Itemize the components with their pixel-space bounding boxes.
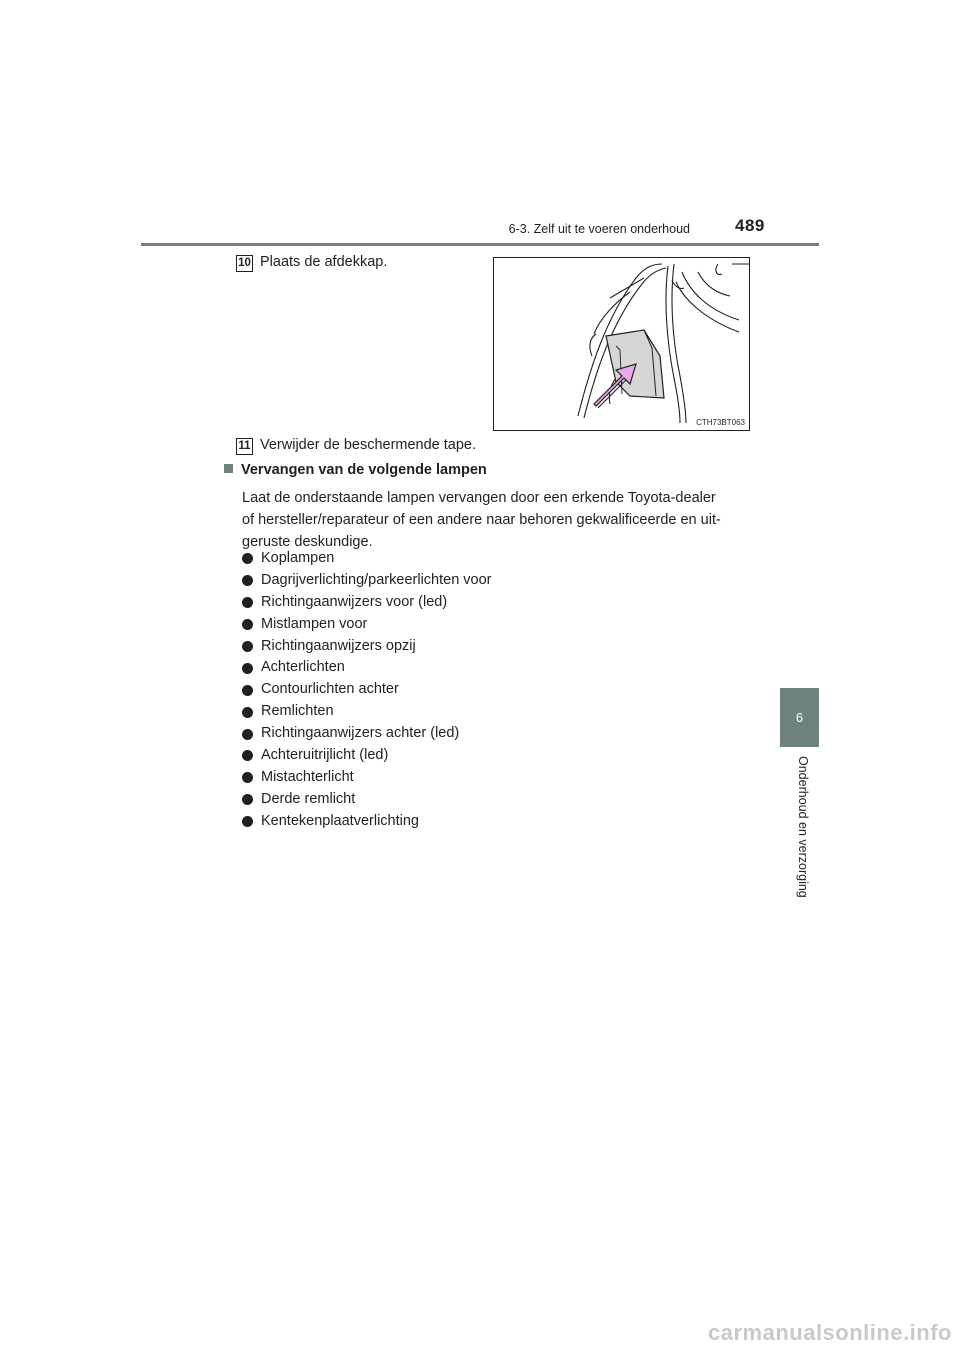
list-item	[242, 636, 492, 658]
lamp-list	[242, 548, 492, 833]
list-item	[242, 811, 492, 833]
bullet-icon	[242, 816, 253, 827]
bullet-icon	[242, 685, 253, 696]
list-item-text: Kentekenplaatverlichting	[261, 812, 419, 829]
chapter-tab-label: Onderhoud en verzorging	[796, 756, 810, 898]
list-item	[242, 614, 492, 636]
list-item-text: Richtingaanwijzers achter (led)	[261, 725, 460, 742]
step-text-10: Plaats de afdekkap.	[260, 254, 388, 270]
bullet-icon	[242, 597, 253, 608]
list-item	[242, 723, 492, 745]
bullet-icon	[242, 641, 253, 652]
bullet-icon	[242, 707, 253, 718]
list-item-text: Mistachterlicht	[261, 768, 354, 785]
bullet-icon	[242, 794, 253, 805]
list-item-text: Remlichten	[261, 703, 334, 720]
step-badge-10: 10	[236, 255, 253, 272]
list-item-text: Richtingaanwijzers voor (led)	[261, 593, 448, 610]
list-item-text: Achterlichten	[261, 659, 345, 676]
list-item-text: Contourlichten achter	[261, 681, 399, 698]
header-divider	[141, 243, 819, 246]
section-heading	[224, 462, 487, 478]
cover-cap-figure	[493, 257, 750, 431]
bullet-icon	[242, 663, 253, 674]
section-heading-text: Vervangen van de volgende lampen	[241, 462, 487, 478]
paragraph-line: geruste deskundige.	[242, 534, 373, 550]
list-item-text: Koplampen	[261, 550, 335, 566]
paragraph-line: of hersteller/reparateur of een andere naar behoren gekwalificeerde en uit-	[242, 512, 721, 528]
cover-cap-illustration	[494, 258, 751, 432]
figure-code: CTH73BT063	[696, 418, 745, 427]
list-item-text: Richtingaanwijzers opzij	[261, 637, 416, 654]
section-square-icon	[224, 464, 233, 473]
watermark: carmanualsonline.info	[708, 1320, 952, 1345]
list-item	[242, 767, 492, 789]
list-item	[242, 657, 492, 679]
list-item	[242, 570, 492, 592]
list-item-text: Achteruitrijlicht (led)	[261, 747, 389, 764]
step-text-11: Verwijder de beschermende tape.	[260, 437, 477, 453]
list-item-text: Dagrijverlichting/parkeerlichten voor	[261, 571, 492, 588]
list-item-text: Mistlampen voor	[261, 615, 368, 632]
page-number: 489	[735, 216, 765, 235]
bullet-icon	[242, 729, 253, 740]
list-item	[242, 745, 492, 767]
list-item	[242, 789, 492, 811]
list-item-text: Derde remlicht	[261, 790, 356, 807]
list-item	[242, 592, 492, 614]
section-paragraph	[242, 487, 762, 553]
list-item	[242, 679, 492, 701]
bullet-icon	[242, 750, 253, 761]
bullet-icon	[242, 575, 253, 586]
bullet-icon	[242, 772, 253, 783]
chapter-tab-number: 6	[795, 710, 804, 725]
bullet-icon	[242, 553, 253, 564]
header-section-title: 6-3. Zelf uit te voeren onderhoud	[508, 222, 690, 236]
list-item	[242, 548, 492, 570]
paragraph-line: Laat de onderstaande lampen vervangen door een erkende Toyota-dealer	[242, 490, 716, 506]
list-item	[242, 701, 492, 723]
chapter-tab[interactable]	[780, 688, 819, 747]
step-badge-11: 11	[236, 438, 253, 455]
bullet-icon	[242, 619, 253, 630]
